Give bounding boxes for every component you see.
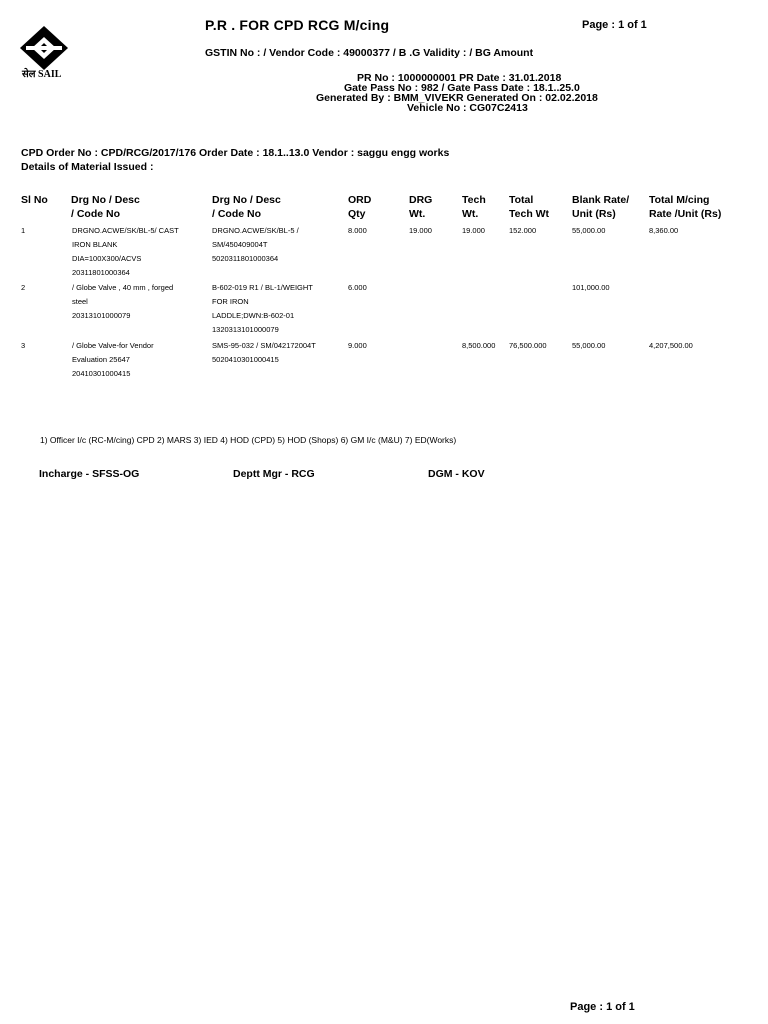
signatory-list: 1) Officer I/c (RC-M/cing) CPD 2) MARS 3) IED 4) HOD (CPD) 5) HOD (Shops) 6) GM I/c (M&U) 7) ED(Works) [40,435,457,445]
details-heading: Details of Material Issued : [21,161,154,173]
cell-sl: 2 [21,283,26,292]
cell-total-tech-wt: 152.000 [509,226,537,235]
header-drg-desc-2: Drg No / Desc / Code No [212,194,281,220]
cell-desc1: DRGNO.ACWE/SK/BL-5/ CAST IRON BLANK DIA=100X300/ACVS 20311801000364 [72,226,179,277]
gate-pass-line: Gate Pass No : 982 / Gate Pass Date : 18.1..25.0 [344,82,580,94]
vehicle-line: Vehicle No : CG07C2413 [407,102,528,114]
cell-desc1: / Globe Valve-for Vendor Evaluation 25647 20410301000415 [72,341,154,378]
cell-total-tech-wt: 76,500.000 [509,341,547,350]
sail-logo [16,24,72,80]
signatory-incharge: Incharge - SFSS-OG [39,468,140,480]
cell-desc2: DRGNO.ACWE/SK/BL-5 / SM/450409004T 5020311801000364 [212,226,299,263]
cell-tech-wt: 8,500.000 [462,341,496,350]
pr-number-line: PR No : 1000000001 PR Date : 31.01.2018 [357,72,562,84]
header-total-mcing-rate: Total M/cing Rate /Unit (Rs) [649,194,722,220]
gstin-vendor-line: GSTIN No : / Vendor Code : 49000377 / B .G Validity : / BG Amount [205,47,534,59]
signatory-dgm: DGM - KOV [428,468,485,480]
cell-ord-qty: 8.000 [348,226,367,235]
cell-blank-rate: 55,000.00 [572,341,606,350]
header-total-tech-wt: Total Tech Wt [509,194,550,220]
order-info-line: CPD Order No : CPD/RCG/2017/176 Order Date : 18.1..13.0 Vendor : saggu engg works [21,147,450,159]
cell-ord-qty: 9.000 [348,341,367,350]
cell-desc2: SMS-95-032 / SM/042172004T 5020410301000415 [212,341,316,364]
cell-blank-rate: 55,000.00 [572,226,606,235]
header-drg-wt: DRG Wt. [409,194,433,220]
cell-sl: 3 [21,341,26,350]
header-drg-desc-1: Drg No / Desc / Code No [71,194,140,220]
logo-caption: सेल SAIL [22,69,62,80]
document-title: P.R . FOR CPD RCG M/cing [205,17,390,33]
signatory-deptt-mgr: Deptt Mgr - RCG [233,468,315,480]
cell-blank-rate: 101,000.00 [572,283,610,292]
header-blank-rate: Blank Rate/ Unit (Rs) [572,194,630,220]
cell-desc1: / Globe Valve , 40 mm , forged steel 20313101000079 [72,283,174,320]
cell-ord-qty: 6.000 [348,283,367,292]
cell-total-mcing: 4,207,500.00 [649,341,693,350]
generated-line: Generated By : BMM_VIVEKR Generated On : 02.02.2018 [316,92,598,104]
header-ord-qty: ORD Qty [348,194,372,220]
cell-total-mcing: 8,360.00 [649,226,679,235]
cell-tech-wt: 19.000 [462,226,485,235]
header-sl-no: Sl No [21,194,48,206]
cell-drg-wt: 19.000 [409,226,432,235]
header-tech-wt: Tech Wt. [462,194,486,220]
cell-sl: 1 [21,226,26,235]
cell-desc2: B-602-019 R1 / BL-1/WEIGHT FOR IRON LADDLE;DWN:B-602-01 1320313101000079 [212,283,313,334]
page-indicator-bottom: Page : 1 of 1 [570,1001,635,1013]
page-indicator-top: Page : 1 of 1 [582,19,647,31]
